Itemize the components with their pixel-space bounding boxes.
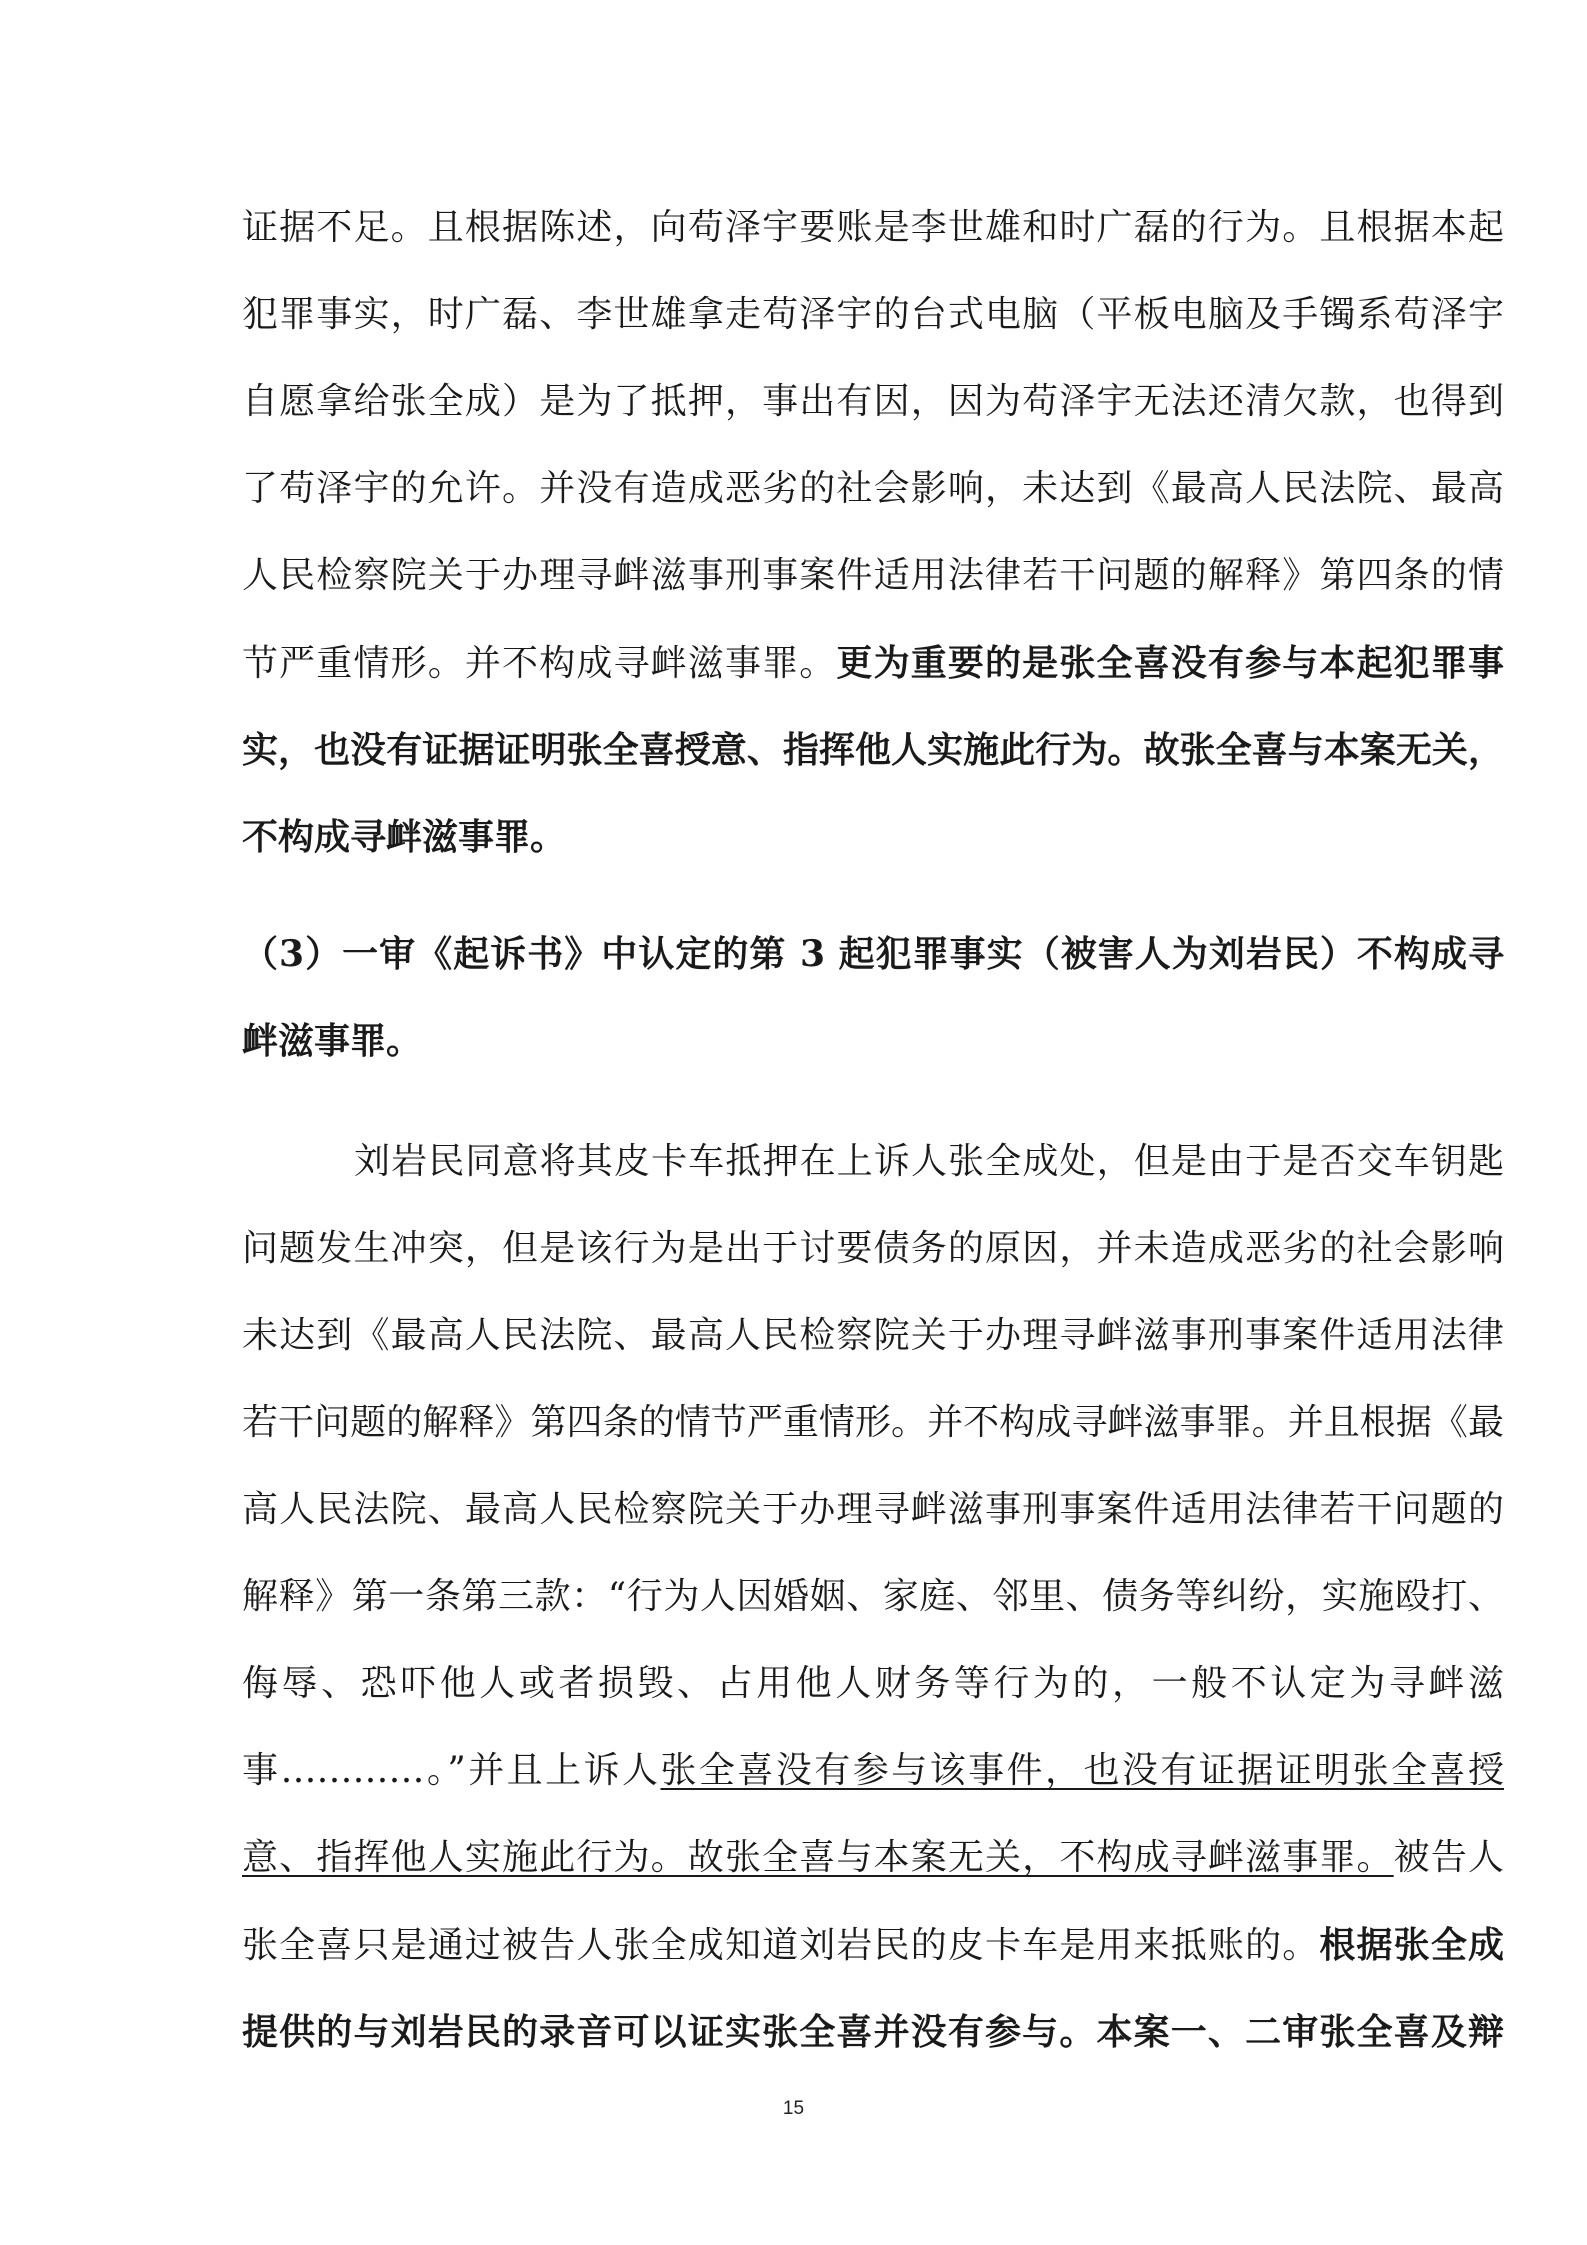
paragraph-1-line-8: 不构成寻衅滋事罪。 [242, 816, 567, 858]
page-number: 15 [782, 2098, 805, 2119]
paragraph-1-line-6 [242, 633, 1504, 693]
paragraph-2-line-9 [242, 1828, 1504, 1888]
paragraph-1-line-3: 自愿拿给张全成）是为了抵押，事出有因，因为苟泽宇无法还清欠款，也得到 [242, 381, 1504, 422]
paragraph-2-line-3: 未达到《最高人民法院、最高人民检察院关于办理寻衅滋事刑事案件适用法律 [242, 1315, 1504, 1356]
paragraph-2-line-8 [242, 1741, 1504, 1801]
paragraph-2-line-10 [242, 1915, 1504, 1975]
paragraph-2-line-10-bold: 根据张全成 [1319, 1924, 1504, 1966]
paragraph-2-line-9-underlined: 意、指挥他人实施此行为。故张全喜与本案无关，不构成寻衅滋事罪。 [242, 1837, 1394, 1878]
paragraph-1-line-2: 犯罪事实，时广磊、李世雄拿走苟泽宇的台式电脑（平板电脑及手镯系苟泽宇 [242, 294, 1504, 335]
paragraph-2-line-1: 刘岩民同意将其皮卡车抵押在上诉人张全成处，但是由于是否交车钥匙 [354, 1141, 1504, 1182]
paragraph-1-line-6-normal: 节严重情形。并不构成寻衅滋事罪。 [242, 643, 837, 684]
paragraph-2-line-8-underlined: 张全喜没有参与该事件，也没有证据证明张全喜授 [660, 1750, 1504, 1791]
paragraph-2-line-2: 问题发生冲突，但是该行为是出于讨要债务的原因，并未造成恶劣的社会影响 [242, 1228, 1504, 1269]
paragraph-1-line-1: 证据不足。且根据陈述，向苟泽宇要账是李世雄和时广磊的行为。且根据本起 [242, 207, 1504, 248]
paragraph-2-line-10-normal: 张全喜只是通过被告人张全成知道刘岩民的皮卡车是用来抵账的。 [242, 1925, 1320, 1966]
paragraph-2-line-7: 侮辱、恐吓他人或者损毁、占用他人财务等行为的，一般不认定为寻衅滋 [242, 1663, 1504, 1704]
paragraph-2-line-4: 若干问题的解释》第四条的情节严重情形。并不构成寻衅滋事罪。并且根据《最 [242, 1402, 1504, 1443]
paragraph-2-line-5: 高人民法院、最高人民检察院关于办理寻衅滋事刑事案件适用法律若干问题的 [242, 1489, 1504, 1530]
paragraph-1-line-7: 实，也没有证据证明张全喜授意、指挥他人实施此行为。故张全喜与本案无关， [242, 729, 1504, 771]
paragraph-1-line-4: 了苟泽宇的允许。并没有造成恶劣的社会影响，未达到《最高人民法院、最高 [242, 468, 1504, 509]
paragraph-1-line-6-bold: 更为重要的是张全喜没有参与本起犯罪事 [836, 642, 1504, 684]
paragraph-2-line-6: 解释》第一条第三款：“行为人因婚姻、家庭、邻里、债务等纠纷，实施殴打、 [242, 1576, 1504, 1617]
paragraph-2-line-8-normal: 事…………。”并且上诉人 [242, 1750, 661, 1791]
section-heading-line-1: （3）一审《起诉书》中认定的第 3 起犯罪事实（被害人为刘岩民）不构成寻 [242, 933, 1504, 975]
paragraph-2-line-11: 提供的与刘岩民的录音可以证实张全喜并没有参与。本案一、二审张全喜及辩 [242, 2011, 1504, 2053]
paragraph-1-line-5: 人民检察院关于办理寻衅滋事刑事案件适用法律若干问题的解释》第四条的情 [242, 555, 1504, 596]
paragraph-2-line-9-normal: 被告人 [1393, 1837, 1504, 1878]
section-heading-line-2: 衅滋事罪。 [242, 1020, 423, 1062]
